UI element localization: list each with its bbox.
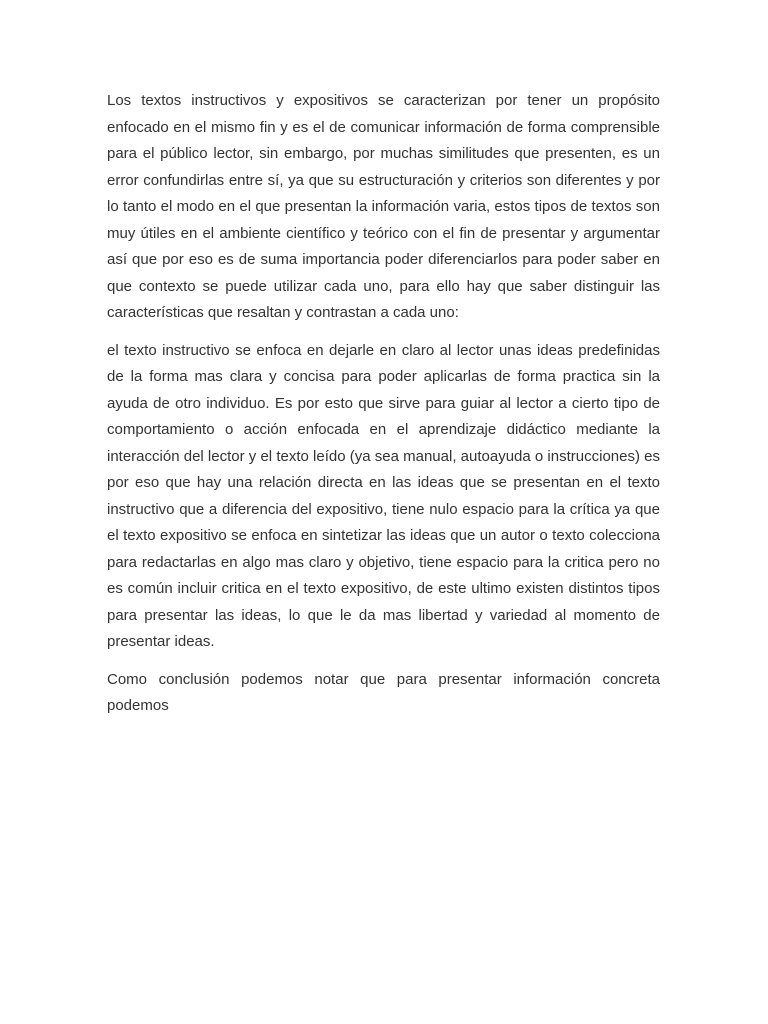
paragraph-instructive: el texto instructivo se enfoca en dejarle en claro al lector unas ideas predefinidas de la forma mas clara y concisa para poder aplicarlas de forma practica sin la ayuda de otro individuo. Es por esto que sirve para guiar al lector a cierto tipo de comportamiento o acción enfocada en el aprendizaje didáctico mediante la interacción del lector y el texto leído (ya sea manual, autoayuda o instrucciones) es por eso que hay una relación directa en las ideas que se presentan en el texto instructivo que a diferencia del expositivo, tiene nulo espacio para la crítica ya que el texto expositivo se enfoca en sintetizar las ideas que un autor o texto colecciona para redactarlas en algo mas claro y objetivo, tiene espacio para la critica pero no es común incluir critica en el texto expositivo, de este ultimo existen distintos tipos para presentar las ideas, lo que le da mas libertad y variedad al momento de presentar ideas. [107, 341, 660, 650]
document-body [107, 88, 660, 731]
paragraph-intro: Los textos instructivos y expositivos se caracterizan por tener un propósito enfocado en el mismo fin y es el de comunicar información de forma comprensible para el público lector, sin embargo, por muchas similitudes que presenten, es un error confundirlas entre sí, ya que su estructuración y criterios son diferentes y por lo tanto el modo en el que presentan la información varia, estos tipos de textos son muy útiles en el ambiente científico y teórico con el fin de presentar y argumentar así que por eso es de suma importancia poder diferenciarlos para poder saber en que contexto se puede utilizar cada uno, para ello hay que saber distinguir las características que resaltan y contrastan a cada uno: [107, 92, 660, 321]
paragraph-conclusion: Como conclusión podemos notar que para presentar información concreta podemos [107, 670, 660, 714]
